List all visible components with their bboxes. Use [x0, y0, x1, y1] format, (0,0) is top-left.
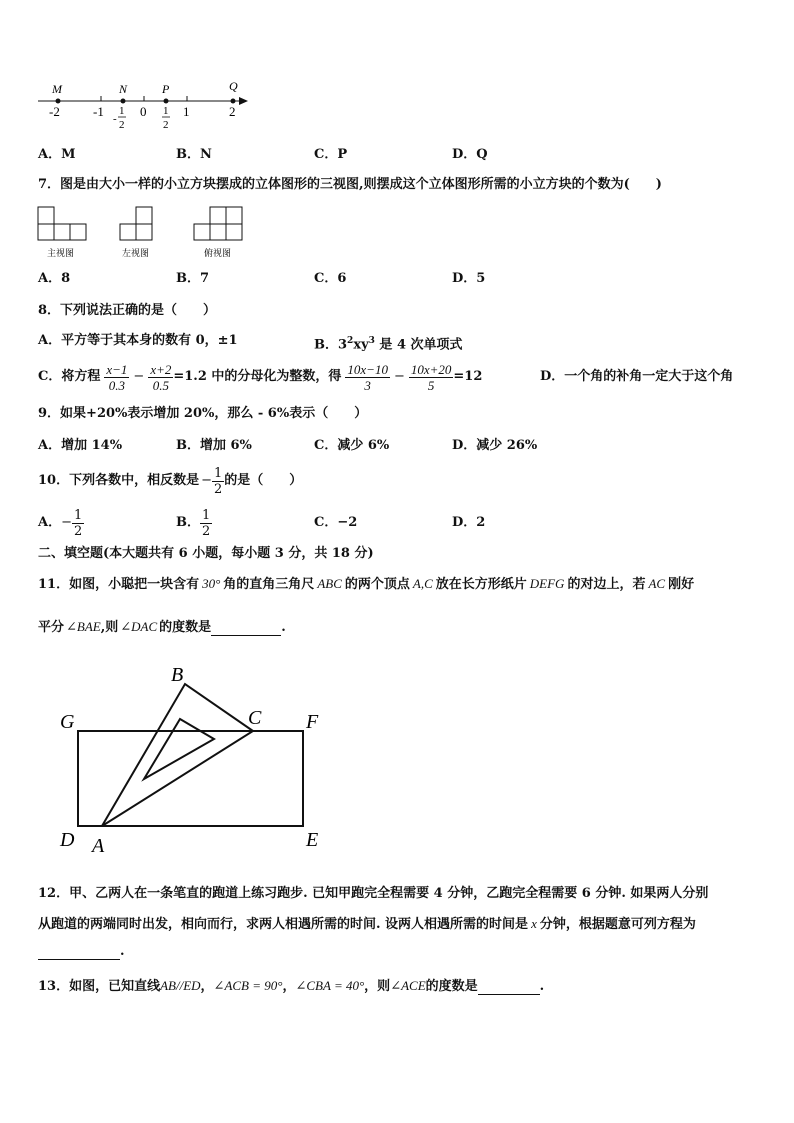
fraction-num: x−1: [106, 361, 128, 377]
q8-b-sup2: 3: [368, 336, 375, 346]
minus-sign: −: [201, 473, 212, 488]
label-m: M: [52, 82, 62, 96]
q12-line1: 12．甲、乙两人在一条笔直的跑道上练习跑步. 已知甲跑完全程需要 4 分钟，乙跑完全程需要 6 分钟. 如果两人分别: [38, 886, 709, 901]
q9-stem: 9．如果+20%表示增加 20%，那么 - 6%表示（ ）: [38, 406, 368, 421]
fraction-num: 1: [74, 507, 83, 523]
fraction-den: 2: [202, 523, 211, 539]
fraction-den: 2: [214, 481, 223, 497]
q11-math: ∠DAC: [120, 619, 158, 634]
q8-c-end: =12: [453, 369, 483, 384]
n-frac-den: 2: [119, 119, 125, 131]
n-sign: -: [113, 113, 117, 125]
q8-c-prefix: C．将方程: [38, 369, 101, 384]
q10-option-d[interactable]: D．2: [452, 515, 486, 530]
front-view-label: 主视图: [47, 248, 75, 258]
q11-math: ∠BAE: [66, 619, 101, 634]
q12-line3: [38, 944, 125, 960]
tick-label: 2: [229, 104, 236, 119]
fraction-num: 1: [214, 465, 223, 481]
q10-option-b[interactable]: [176, 503, 212, 543]
q11-text: 角的直角三角尺: [223, 577, 315, 592]
label-p: P: [162, 82, 170, 96]
q11-text: 的度数是: [159, 620, 212, 635]
q6-option-c[interactable]: C．P: [314, 147, 348, 162]
answer-blank[interactable]: [211, 621, 281, 636]
q11-math: DEFG: [529, 576, 565, 591]
label-n: N: [119, 82, 128, 96]
point-n: [121, 99, 126, 104]
q13-text: ，则: [364, 979, 391, 994]
fraction: [72, 508, 84, 539]
label-f: F: [306, 711, 319, 733]
number-line: [30, 76, 260, 134]
q11-text: 的两个顶点: [344, 577, 410, 592]
q11-text: 刚好: [668, 577, 695, 592]
q7-option-d[interactable]: D．5: [452, 271, 486, 286]
q11-line1: [38, 576, 694, 593]
fraction: [148, 362, 173, 393]
q13-text: 13．如图，已知直线: [38, 979, 161, 994]
fraction-num: 1: [202, 507, 211, 523]
fraction: [200, 508, 212, 539]
q9-option-b[interactable]: B．增加 6%: [176, 438, 252, 453]
q13-math: ∠ACE: [390, 978, 426, 993]
q8-option-b[interactable]: [314, 333, 463, 353]
answer-blank[interactable]: [38, 945, 120, 960]
q8-b-mid: xy: [353, 337, 369, 353]
n-frac-num: 1: [119, 105, 125, 117]
answer-blank[interactable]: [478, 980, 540, 995]
tick-label: -1: [93, 104, 104, 119]
rectangle-triangle-figure: [50, 655, 340, 860]
fraction-den: 2: [74, 523, 83, 539]
section-heading: 二、填空题(本大题共有 6 小题，每小题 3 分，共 18 分): [38, 546, 374, 561]
top-view: [194, 207, 242, 240]
p-frac-num: 1: [163, 105, 169, 117]
q11-text: .: [281, 620, 286, 635]
q7-stem: 7．图是由大小一样的小立方块摆成的立体图形的三视图,则摆成这个立体图形所需的小立方块的个数为( ): [38, 177, 662, 192]
left-view: [120, 207, 152, 240]
q11-text: 平分: [38, 620, 65, 635]
top-view-label: 俯视图: [204, 248, 232, 258]
q11-math: 30°: [202, 576, 221, 591]
fraction: [104, 362, 129, 393]
q7-option-a[interactable]: A．8: [38, 271, 71, 286]
tick-label: 0: [140, 104, 147, 119]
q6-option-d[interactable]: D．Q: [452, 147, 488, 162]
label-d: D: [60, 829, 75, 851]
label-a: A: [92, 835, 105, 857]
fraction-num: 10x−10: [347, 361, 388, 377]
point-q: [231, 99, 236, 104]
label-e: E: [306, 829, 319, 851]
q10-option-c[interactable]: C．−2: [314, 515, 358, 530]
q10-option-a[interactable]: [38, 503, 84, 543]
label-q: Q: [229, 79, 238, 93]
q12-math: x: [531, 916, 537, 931]
q8-option-c[interactable]: C．将方程 $\frac{x-1}{0.3}$ − $\frac{x+2}{0.5}$ =1.2 中的分母化为整数，得 $\frac{10x-10}{3}$ − $\frac{10x+20}{5}$ =12: [38, 361, 483, 393]
q13-text: 的度数是: [425, 979, 478, 994]
point-m: [56, 99, 61, 104]
triangle-abc-inner: [144, 719, 214, 779]
q7-option-c[interactable]: C．6: [314, 271, 347, 286]
q8-option-a[interactable]: A．平方等于其本身的数有 0，±1: [38, 333, 238, 348]
q11-math: A,C: [412, 576, 433, 591]
q8-b-suffix: 是 4 次单项式: [374, 337, 463, 353]
q13-math: AB//ED: [160, 978, 201, 993]
q13-math: ∠ACB = 90°: [213, 978, 283, 993]
q11-text: 的对边上，若: [567, 577, 646, 592]
q12-line2: [38, 916, 696, 933]
tick-label: -2: [49, 104, 60, 119]
q10-stem: [38, 461, 302, 501]
fraction: [409, 362, 454, 393]
q8-c-mid: =1.2 中的分母化为整数，得: [173, 369, 342, 384]
q10-stem-suffix: 的是（ ）: [224, 473, 303, 488]
q9-option-a[interactable]: A．增加 14%: [38, 438, 123, 453]
tick-label: 1: [183, 104, 190, 119]
q13-math: ∠CBA = 40°: [295, 978, 365, 993]
q11-math: AC: [648, 576, 666, 591]
q11-text: 放在长方形纸片: [435, 577, 527, 592]
fraction-den: 0.5: [152, 377, 169, 393]
q6-option-b[interactable]: B．N: [176, 147, 212, 162]
rectangle-defg: [78, 731, 303, 826]
q8-stem: 8．下列说法正确的是（ ）: [38, 303, 217, 318]
option-label: B．: [176, 515, 200, 530]
fraction-den: 3: [364, 377, 371, 393]
q12-text: 分钟，根据题意可列方程为: [539, 917, 696, 932]
q11-math: ABC: [317, 576, 342, 591]
q12-text: 从跑道的两端同时出发，相向而行，求两人相遇所需的时间. 设两人相遇所需的时间是: [38, 917, 529, 932]
fraction-num: x+2: [150, 361, 172, 377]
q13-line: 13．如图，已知直线AB//ED，∠ACB = 90°，∠CBA = 40°，则∠ACE的度数是 .: [38, 978, 545, 994]
q7-option-b[interactable]: B．7: [176, 271, 210, 286]
fraction-den: 5: [427, 377, 435, 393]
minus-sign: −: [61, 515, 72, 530]
q9-option-d[interactable]: D．减少 26%: [452, 438, 538, 453]
arrow-right-icon: [239, 97, 248, 105]
fraction-num: 10x+20: [410, 361, 452, 377]
option-label: A．: [38, 515, 62, 530]
q9-option-c[interactable]: C．减少 6%: [314, 438, 390, 453]
q6-option-a[interactable]: A．M: [38, 147, 76, 162]
label-b: B: [171, 664, 184, 686]
fraction: [345, 362, 390, 393]
triangle-abc-outer: [102, 684, 253, 826]
q12-text: .: [120, 944, 125, 959]
label-g: G: [60, 711, 75, 733]
q11-text: 11．如图，小聪把一块含有: [38, 577, 200, 592]
q8-b-prefix: B．3: [314, 337, 348, 353]
q10-stem-prefix: 10．下列各数中，相反数是: [38, 473, 200, 488]
three-views-figure: [36, 205, 246, 263]
q8-option-d[interactable]: D．一个角的补角一定大于这个角: [540, 369, 734, 384]
p-frac-den: 2: [163, 119, 169, 131]
fraction-den: 0.3: [108, 377, 125, 393]
q13-text: .: [539, 979, 545, 994]
fraction: [212, 466, 224, 497]
q8-b-sup1: 2: [347, 336, 354, 346]
point-p: [164, 99, 169, 104]
front-view: [38, 207, 86, 240]
left-view-label: 左视图: [122, 248, 150, 258]
label-c: C: [248, 707, 262, 729]
q11-text: ,则: [100, 620, 119, 635]
q11-line2: [38, 619, 286, 636]
